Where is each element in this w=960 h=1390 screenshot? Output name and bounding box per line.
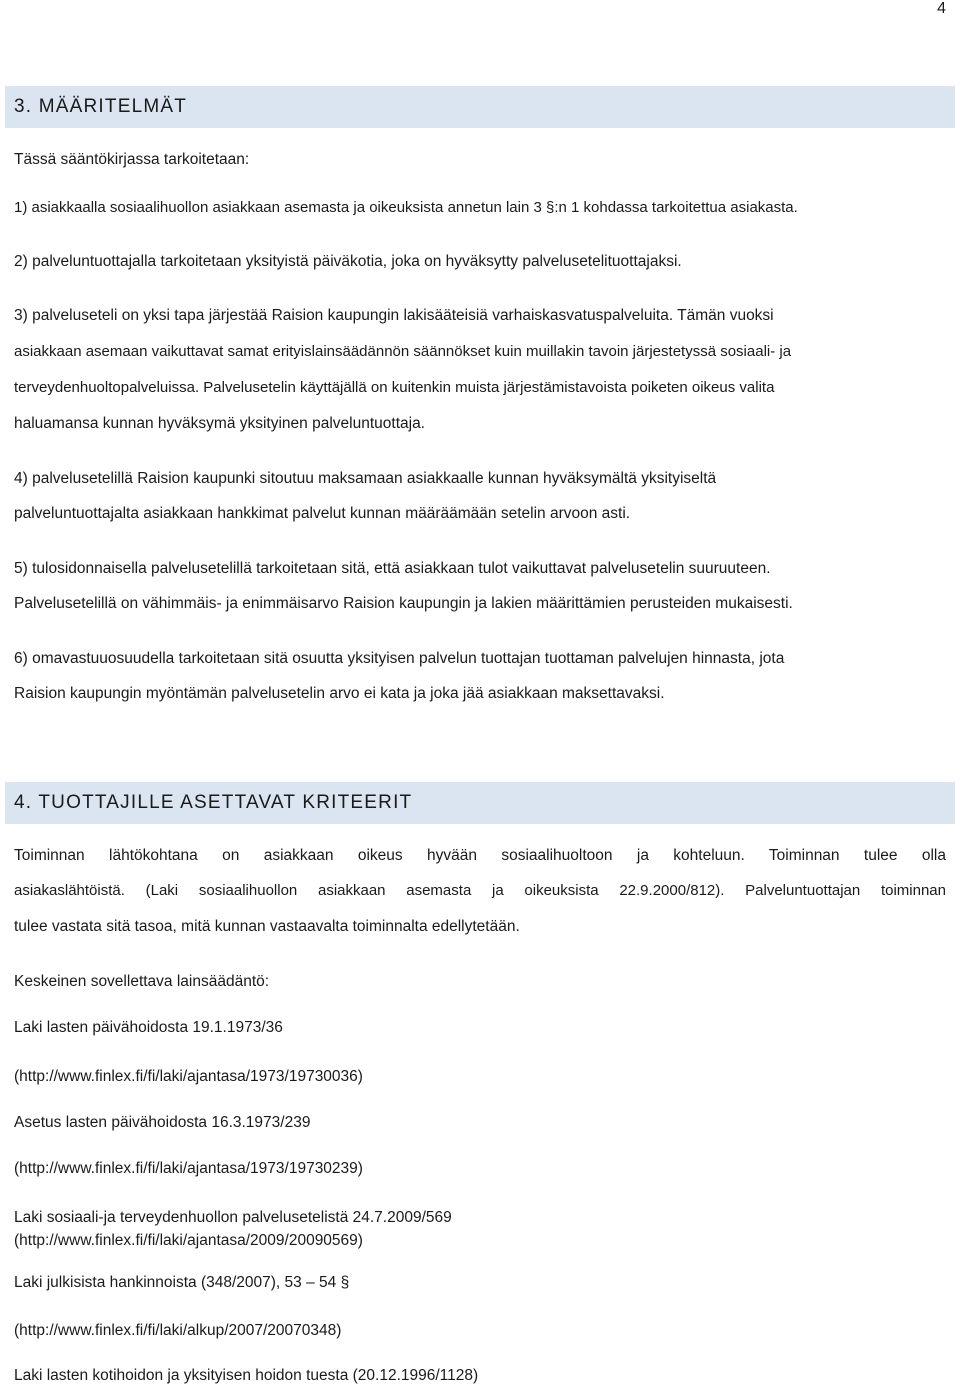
- text-line: Toiminnan lähtökohtana on asiakkaan oikeus hyvään sosiaalihuoltoon ja kohteluun. Toiminnan tulee olla: [14, 847, 946, 864]
- text-line: Palvelusetelillä on vähimmäis- ja enimmäisarvo Raision kaupungin ja lakien määrittämien perusteiden mukaisesti.: [14, 595, 793, 612]
- text-line: 1) asiakkaalla sosiaalihuollon asiakkaan asemasta ja oikeuksista annetun lain 3 §:n 1 kohdassa tarkoitettua asiakasta.: [14, 199, 798, 216]
- text-line: asiakaslähtöistä. (Laki sosiaalihuollon asiakkaan asemasta ja oikeuksista 22.9.2000/812). Palveluntuottajan toiminnan: [14, 882, 946, 899]
- text-line: 3) palveluseteli on yksi tapa järjestää Raision kaupungin lakisääteisiä varhaiskasvatuspalveluita. Tämän vuoksi: [14, 307, 774, 324]
- text-line: 5) tulosidonnaisella palvelusetelillä tarkoitetaan sitä, että asiakkaan tulot vaikuttavat palvelusetelin suuruuteen.: [14, 560, 771, 577]
- text-line: Asetus lasten päivähoidosta 16.3.1973/239: [14, 1114, 311, 1131]
- text-line: Laki lasten kotihoidon ja yksityisen hoidon tuesta (20.12.1996/1128): [14, 1367, 479, 1384]
- text-line: 6) omavastuuosuudella tarkoitetaan sitä osuutta yksityisen palvelun tuottajan tuottaman palvelujen hinnasta, jota: [14, 650, 785, 667]
- text-line: Raision kaupungin myöntämän palvelusetelin arvo ei kata ja joka jää asiakkaan maksettavaksi.: [14, 685, 665, 702]
- text-line: terveydenhuoltopalveluissa. Palvelusetelin käyttäjällä on kuitenkin muista järjestämistavoista poiketen oikeus valita: [14, 379, 775, 396]
- text-line: haluamansa kunnan hyväksymä yksityinen palveluntuottaja.: [14, 415, 425, 432]
- link-line: (http://www.finlex.fi/fi/laki/ajantasa/2009/20090569): [14, 1232, 363, 1249]
- text-line: 2) palveluntuottajalla tarkoitetaan yksityistä päiväkotia, joka on hyväksytty palvelusetelituottajaksi.: [14, 253, 682, 270]
- link-line: (http://www.finlex.fi/fi/laki/ajantasa/1973/19730239): [14, 1160, 363, 1177]
- section-4-heading: 4. TUOTTAJILLE ASETTAVAT KRITEERIT: [5, 782, 955, 824]
- text-line: Laki sosiaali-ja terveydenhuollon palvelusetelistä 24.7.2009/569: [14, 1209, 452, 1226]
- text-line: 4) palvelusetelillä Raision kaupunki sitoutuu maksamaan asiakkaalle kunnan hyväksymältä yksityiseltä: [14, 470, 717, 487]
- text-line: asiakkaan asemaan vaikuttavat samat erityislainsäädännön säännökset kuin muillakin tavoin järjestetyssä sosiaali- ja: [14, 343, 792, 360]
- text-line: palveluntuottajalta asiakkaan hankkimat palvelut kunnan määräämään setelin arvoon asti.: [14, 505, 631, 522]
- link-line: (http://www.finlex.fi/fi/laki/alkup/2007/20070348): [14, 1322, 342, 1339]
- text-line: Tässä sääntökirjassa tarkoitetaan:: [14, 151, 250, 168]
- link-line: (http://www.finlex.fi/fi/laki/ajantasa/1973/19730036): [14, 1068, 363, 1085]
- text-line: Keskeinen sovellettava lainsäädäntö:: [14, 973, 270, 990]
- text-line: tulee vastata sitä tasoa, mitä kunnan vastaavalta toiminnalta edellytetään.: [14, 918, 520, 935]
- text-line: Laki julkisista hankinnoista (348/2007), 53 – 54 §: [14, 1274, 350, 1291]
- text-line: Laki lasten päivähoidosta 19.1.1973/36: [14, 1019, 283, 1036]
- page-number: 4: [937, 0, 946, 17]
- section-3-heading: 3. MÄÄRITELMÄT: [5, 86, 955, 128]
